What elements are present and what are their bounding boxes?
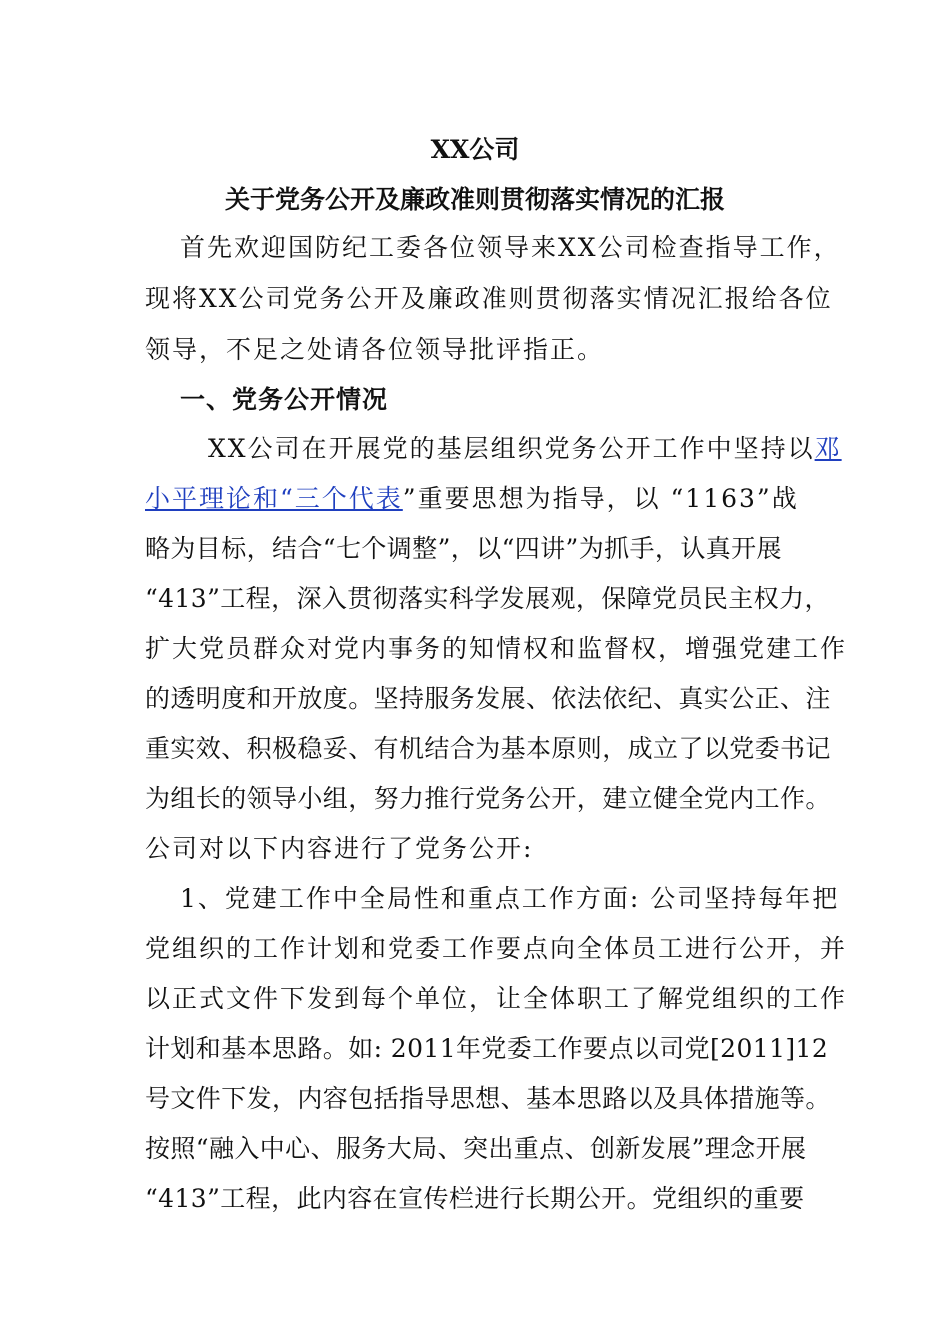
theory-link-start[interactable]: 邓	[814, 434, 842, 463]
paragraph1-line-4: “413”工程，深入贯彻落实科学发展观，保障党员民主权力，	[145, 584, 830, 613]
paragraph1-line-1-text: XX公司在开展党的基层组织党务公开工作中坚持以	[208, 434, 815, 463]
paragraph2-line-5: 号文件下发，内容包括指导思想、基本思路以及具体措施等。	[145, 1084, 831, 1113]
intro-line-2: 现将XX公司党务公开及廉政准则贯彻落实情况汇报给各位	[145, 284, 833, 313]
section-heading-party-affairs: 一、党务公开情况	[180, 385, 389, 414]
intro-line-3: 领导，不足之处请各位领导批评指正。	[145, 335, 605, 364]
paragraph2-line-2: 党组织的工作计划和党委工作要点向全体员工进行公开，并	[145, 934, 848, 963]
paragraph2-line-6: 按照“融入中心、服务大局、突出重点、创新发展”理念开展	[145, 1134, 807, 1163]
paragraph1-line-2-text: ”重要思想为指导，以 “1163”战	[402, 484, 799, 513]
document-title: 关于党务公开及廉政准则贯彻落实情况的汇报	[224, 185, 725, 214]
paragraph2-line-3: 以正式文件下发到每个单位，让全体职工了解党组织的工作	[145, 984, 848, 1013]
paragraph1-line-6: 的透明度和开放度。坚持服务发展、依法依纪、真实公正、注	[145, 684, 831, 713]
paragraph1-line-1	[208, 434, 842, 464]
paragraph1-line-8: 为组长的领导小组，努力推行党务公开，建立健全党内工作。	[145, 784, 831, 813]
paragraph1-line-5: 扩大党员群众对党内事务的知情权和监督权，增强党建工作	[145, 634, 848, 663]
paragraph2-line-4: 计划和基本思路。如: 2011年党委工作要点以司党[2011]12	[145, 1034, 829, 1063]
intro-line-1: 首先欢迎国防纪工委各位领导来XX公司检查指导工作，	[180, 233, 841, 262]
paragraph1-line-9: 公司对以下内容进行了党务公开:	[145, 834, 534, 863]
paragraph2-line-1: 1、党建工作中全局性和重点工作方面: 公司坚持每年把	[180, 884, 840, 913]
paragraph1-line-3: 略为目标，结合“七个调整”，以“四讲”为抓手，认真开展	[145, 534, 782, 563]
paragraph1-line-2	[145, 484, 815, 514]
theory-link-end[interactable]: 小平理论和“三个代表	[145, 484, 403, 513]
paragraph2-line-7: “413”工程，此内容在宣传栏进行长期公开。党组织的重要	[145, 1184, 805, 1213]
paragraph1-line-7: 重实效、积极稳妥、有机结合为基本原则，成立了以党委书记	[145, 734, 831, 763]
company-title: XX公司	[430, 135, 520, 164]
